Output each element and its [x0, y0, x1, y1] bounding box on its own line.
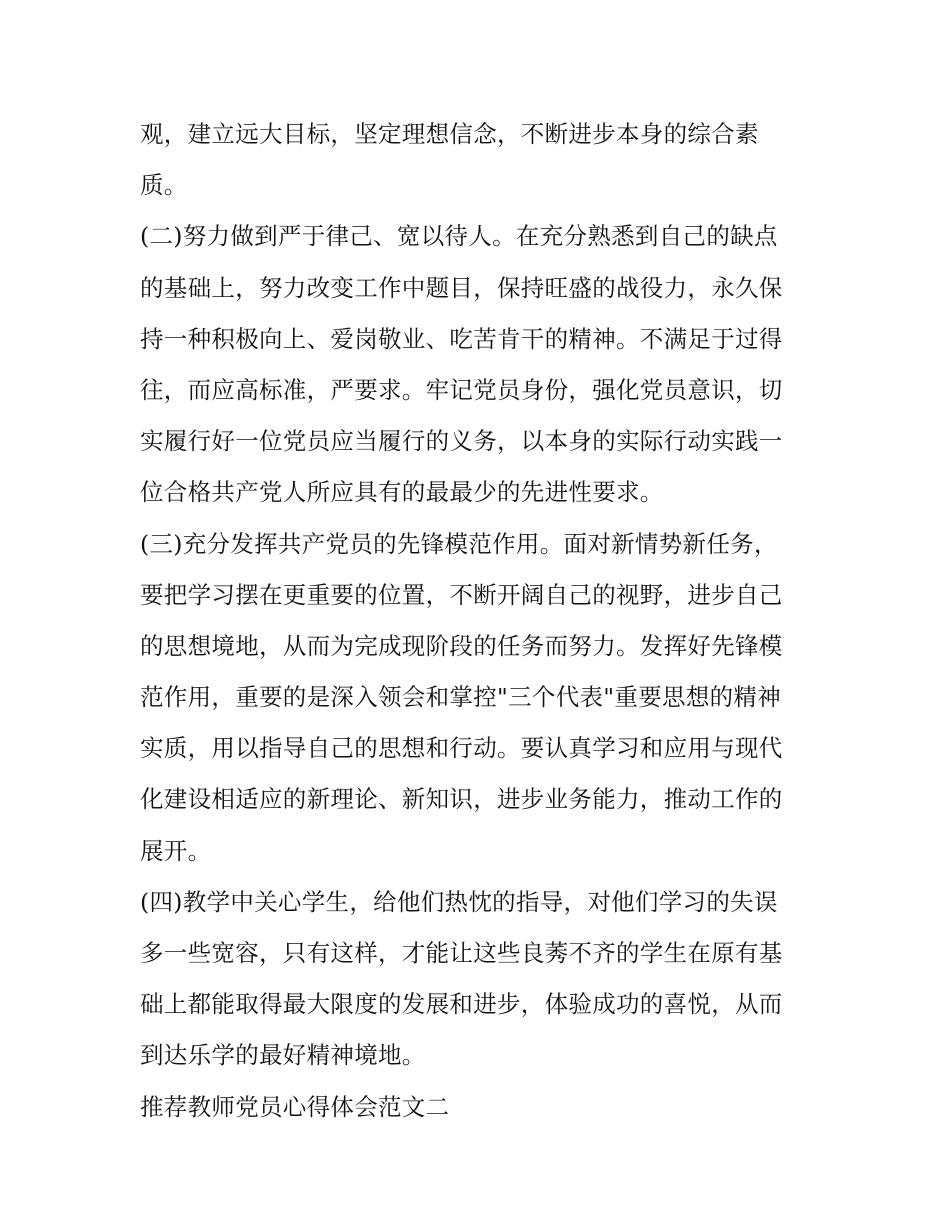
text-line: (二)努力做到严于律己、宽以待人。在充分熟悉到自己的缺点 [140, 222, 778, 251]
text-line: 化建设相适应的新理论、新知识，进步业务能力，推动工作的 [140, 785, 783, 814]
text-line: 范作用，重要的是深入领会和掌控"三个代表"重要思想的精神 [140, 683, 782, 712]
text-line: 往，而应高标准，严要求。牢记党员身份，强化党员意识，切 [140, 375, 783, 404]
text-line: 础上都能取得最大限度的发展和进步，体验成功的喜悦，从而 [140, 990, 783, 1019]
text-line: 持一种积极向上、爱岗敬业、吃苦肯干的精神。不满足于过得 [140, 324, 783, 353]
text-line: 观，建立远大目标，坚定理想信念，不断进步本身的综合素 [140, 120, 759, 148]
text-line: 质。 [140, 171, 188, 200]
section-heading: 推荐教师党员心得体会范文二 [140, 1092, 450, 1121]
text-line: (三)充分发挥共产党员的先锋模范作用。面对新情势新任务， [140, 529, 778, 558]
text-line: 位合格共产党人所应具有的最最少的先进性要求。 [140, 478, 664, 507]
text-line: 的思想境地，从而为完成现阶段的任务而努力。发挥好先锋模 [140, 631, 783, 660]
text-line: 多一些宽容，只有这样，才能让这些良莠不齐的学生在原有基 [140, 939, 783, 967]
text-line: 的基础上，努力改变工作中题目，保持旺盛的战役力，永久保 [140, 273, 783, 302]
text-line: 展开。 [140, 836, 212, 865]
text-line: 到达乐学的最好精神境地。 [140, 1041, 426, 1070]
text-line: (四)教学中关心学生，给他们热忱的指导，对他们学习的失误 [140, 887, 778, 916]
text-line: 实质，用以指导自己的思想和行动。要认真学习和应用与现代 [140, 734, 783, 763]
text-line: 要把学习摆在更重要的位置，不断开阔自己的视野，进步自己 [140, 580, 783, 609]
text-line: 实履行好一位党员应当履行的义务，以本身的实际行动实践一 [140, 427, 783, 456]
document-body [140, 109, 830, 1133]
